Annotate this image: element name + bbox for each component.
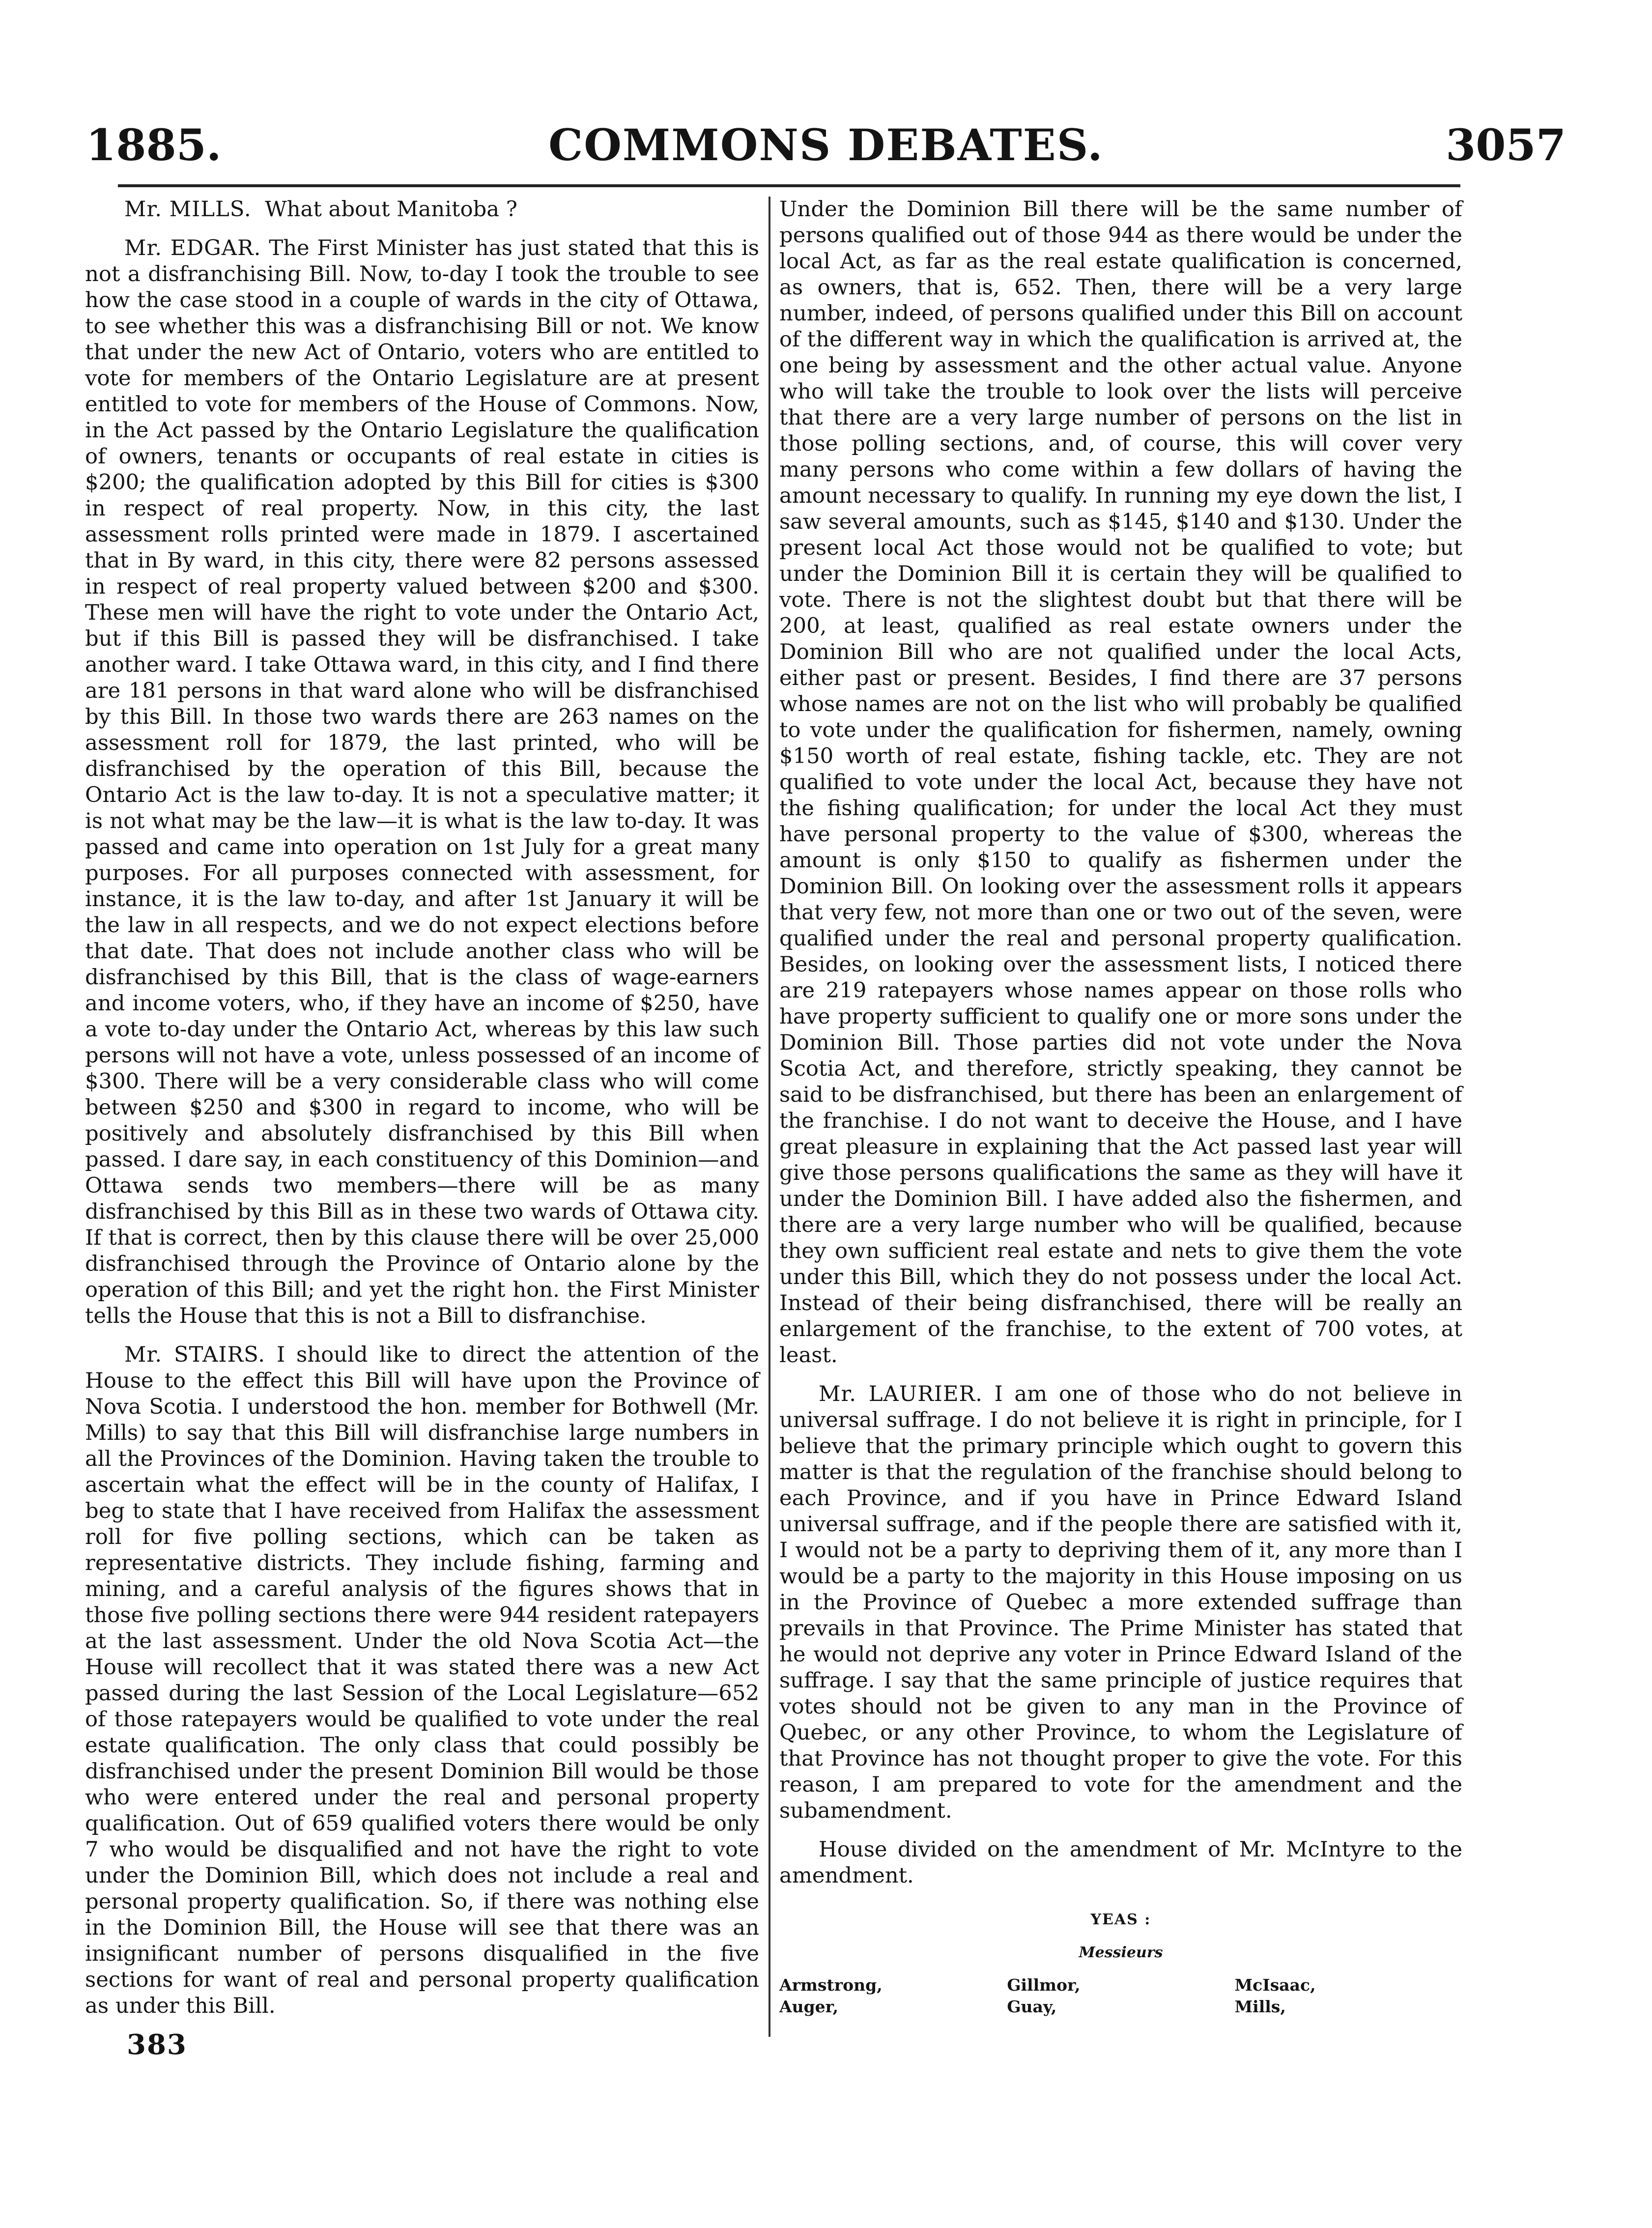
member-name: McIsaac, (1234, 1975, 1316, 1995)
publication-title: COMMONS DEBATES. (548, 119, 1104, 171)
paragraph (779, 1381, 1462, 1824)
signature-mark: 383 (127, 2028, 187, 2061)
left-column (85, 197, 759, 2019)
page-number: 3057 (1446, 119, 1566, 171)
member-name: Auger, (779, 1997, 839, 2016)
division-note (779, 1837, 1462, 1889)
speech-text: I am one of those who do not believe in universal suffrage. I do not believe it is right in principle, for I believe that the primary principle which ought to govern this matter is that the regulation of the franchise should belong to each Province, and if you have in Prince Edward Island universal suffrage, and if the people there are satisfied with it, I would not be a party to depriving them of it, any more than I would be a party to the majority in this House imposing on us in the Province of Quebec a more extended suffrage than prevails in that Province. The Prime Minister has stated that he would not deprive any voter in Prince Edward Island of the suffrage. I say that the same principle of justice requires that votes should not be given to any man in the Province of Quebec, or any other Province, to whom the Legislature of that Province has not thought proper to give the vote. For this reason, I am prepared to vote for the amendment and the subamendment. (779, 1382, 1462, 1823)
right-column (779, 197, 1462, 2018)
column-divider (769, 197, 770, 2037)
header-rule (118, 184, 1460, 187)
speech-text: I should like to direct the attention of the House to the effect this Bill will have upon the Province of Nova Scotia. I understood the hon. member for Bothwell (Mr. Mills) to say that this Bill will disfranchise large numbers in all the Provinces of the Dominion. Having taken the trouble to ascertain what the effect will be in the county of Halifax, I beg to state that I have received from Halifax the assessment roll for five polling sections, which can be taken as representative districts. They include fishing, farming and mining, and a careful analysis of the figures shows that in those five polling sections there were 944 resident ratepayers at the last assessment. Under the old Nova Scotia Act—the House will recollect that it was stated there was a new Act passed during the last Session of the Local Legislature—652 of those ratepayers would be qualified to vote under the real estate qualification. The only class that could possibly be disfranchised under the present Dominion Bill would be those who were entered under the real and personal property qualification. Out of 659 qualified voters there would be only 7 who would be disqualified and not have the right to vote under the Dominion Bill, which does not include a real and personal property qualification. So, if there was nothing else in the Dominion Bill, the House will see that there was an insignificant number of persons disqualified in the five sections for want of real and personal property qualification as under this Bill. (85, 1343, 760, 2018)
member-name: Gillmor, (1007, 1975, 1081, 1995)
paragraph (85, 1342, 759, 2019)
page-header (86, 120, 1566, 174)
speech-text: Under the Dominion Bill there will be the same number of persons qualified out of those 944 as there would be under the local Act, as far as the real estate qualification is concerned, as owners, that is, 652. Then, there will be a very large number, indeed, of persons qualified under this Bill on account of the different way in which the qualification is arrived at, the one being by assessment and the other actual value. Anyone who will take the trouble to look over the lists will perceive that there are a very large number of persons on the list in those polling sections, and, of course, this will cover very many persons who come within a few dollars of having the amount necessary to qualify. In running my eye down the list, I saw several amounts, such as $145, $140 and $130. Under the present local Act those would not be qualified to vote; but under the Dominion Bill it is certain they will be qualified to vote. There is not the slightest doubt but that there will be 200, at least, qualified as real estate owners under the Dominion Bill who are not qualified under the local Acts, either past or present. Besides, I find there are 37 persons whose names are not on the list who will probably be qualified to vote under the qualification for fishermen, namely, owning $150 worth of real estate, fishing tackle, etc. They are not qualified to vote under the local Act, because they have not the fishing qualification; for under the local Act they must have personal property to the value of $300, whereas the amount is only $150 to qualify as fishermen under the Dominion Bill. On looking over the assessment rolls it appears that very few, not more than one or two out of the seven, were qualified under the real and personal property qualification. Besides, on looking over the assessment lists, I noticed there are 219 ratepayers whose names appear on those rolls who have property sufficient to qualify one or more sons under the Dominion Bill. Those parties did not vote under the Nova Scotia Act, and therefore, strictly speaking, they cannot be said to be disfranchised, but there has been an enlargement of the franchise. I do not want to deceive the House, and I have great pleasure in explaining that the Act passed last year will give those persons qualifications the same as they will have it under the Dominion Bill. I have added also the fishermen, and there are a very large number who will be qualified, because they own sufficient real estate and nets to give them the vote under this Bill, which they do not possess under the local Act. Instead of their being disfranchised, there will be really an enlargement of the franchise, to the extent of 700 votes, at least. (779, 197, 1462, 1368)
yeas-heading: YEAS : (1090, 1911, 1151, 1928)
speaker-name: Mr. STAIRS. (124, 1343, 266, 1367)
speech-text: What about Manitoba ? (265, 197, 518, 222)
yeas-list (779, 1974, 1462, 2018)
speech-text: The First Minister has just stated that this is not a disfranchising Bill. Now, to-day I took the trouble to see how the case stood in a couple of wards in the city of Ottawa, to see whether this was a disfranchising Bill or not. We know that under the new Act of Ontario, voters who are entitled to vote for members of the Ontario Legislature are at present entitled to vote for members of the House of Commons. Now, in the Act passed by the Ontario Legislature the qualification of owners, tenants or occupants of real estate in cities is $200; the qualification adopted by this Bill for cities is $300 in respect of real property. Now, in this city, the last assessment rolls printed were made in 1879. I ascertained that in By ward, in this city, there were 82 persons assessed in respect of real property valued between $200 and $300. These men will have the right to vote under the Ontario Act, but if this Bill is passed they will be disfranchised. I take another ward. I take Ottawa ward, in this city, and I find there are 181 persons in that ward alone who will be disfranchised by this Bill. In those two wards there are 263 names on the assessment roll for 1879, the last printed, who will be disfranchised by the operation of this Bill, because the Ontario Act is the law to-day. It is not a speculative matter; it is not what may be the law—it is what is the law to-day. It was passed and came into operation on 1st July for a great many purposes. For all purposes connected with assessment, for instance, it is the law to-day, and after 1st January it will be the law in all respects, and we do not expect elections before that date. That does not include another class who will be disfranchised by this Bill, that is the class of wage-earners and income voters, who, if they have an income of $250, have a vote to-day under the Ontario Act, whereas by this law such persons will not have a vote, unless possessed of an income of $300. There will be a very considerable class who will come between $250 and $300 in regard to income, who will be positively and absolutely disfranchised by this Bill when passed. I dare say, in each constituency of this Dominion—and Ottawa sends two members—there will be as many disfranchised by this Bill as in these two wards of Ottawa city. If that is correct, then by this clause there will be over 25,000 disfranchised through the Province of Ontario alone by the operation of this Bill; and yet the right hon. the First Minister tells the House that this is not a Bill to disfranchise. (85, 236, 760, 1328)
paragraph (779, 197, 1462, 1369)
member-name: Mills, (1234, 1997, 1286, 2016)
year: 1885. (86, 119, 222, 171)
speech-text: House divided on the amendment of Mr. McIntyre to the amendment. (779, 1837, 1462, 1888)
speaker-name: Mr. LAURIER. (819, 1382, 983, 1406)
paragraph (85, 235, 759, 1329)
speaker-name: Mr. EDGAR. (124, 236, 261, 260)
paragraph (85, 197, 759, 223)
member-name: Armstrong, (779, 1975, 883, 1995)
member-name: Guay, (1007, 1997, 1057, 2016)
yeas-subheading: Messieurs (1079, 1944, 1163, 1961)
speaker-name: Mr. MILLS. (124, 197, 252, 222)
